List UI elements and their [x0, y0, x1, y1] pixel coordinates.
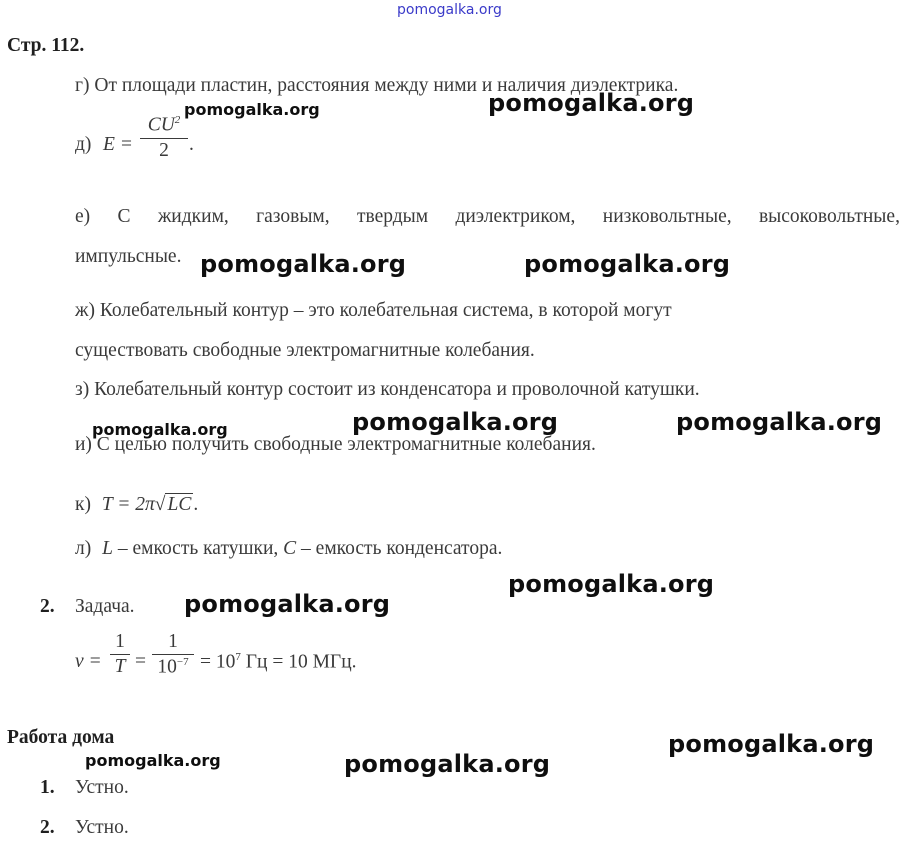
watermark: pomogalka.org — [488, 89, 695, 117]
fraction-bar — [110, 654, 130, 655]
sqrt-icon: √ LC — [154, 494, 192, 515]
item-e-word: газовым, — [256, 206, 330, 227]
home-item-text: Устно. — [75, 777, 129, 798]
task2-label: Задача. — [75, 596, 135, 617]
item-d-den: 2 — [159, 139, 169, 161]
item-e-word: высоковольтные, — [758, 206, 900, 227]
item-l-text1: – емкость катушки, — [112, 538, 284, 559]
item-l-C: C — [283, 538, 297, 559]
task2-f1-num: 1 — [115, 631, 125, 652]
task2-f2-exp: −7 — [176, 656, 189, 668]
task2-eq: = — [135, 651, 146, 672]
task2-f2-num: 1 — [168, 631, 178, 652]
watermark: pomogalka.org — [184, 100, 320, 119]
item-l-prefix: л) — [75, 538, 92, 559]
home-heading: Работа дома — [7, 727, 115, 748]
item-e-word: твердым — [356, 206, 429, 227]
home-item-number: 2. — [40, 817, 55, 838]
item-l — [75, 538, 502, 560]
item-zh-line1: ж) Колебательный контур – это колебательная система, в которой могут — [75, 300, 672, 321]
item-e-word: диэлектриком, — [455, 206, 576, 227]
item-k-prefix: к) — [75, 494, 91, 515]
item-e-word: жидким, — [157, 206, 229, 227]
item-k-formula: T = 2π — [101, 494, 155, 515]
item-k-root: LC — [167, 494, 192, 515]
home-item-text: Устно. — [75, 817, 129, 838]
item-z: з) Колебательный контур состоит из конденсатора и проволочной катушки. — [75, 379, 700, 400]
watermark: pomogalka.org — [92, 420, 228, 439]
watermark-top: pomogalka.org — [397, 2, 502, 18]
item-l-text2: – емкость конденсатора. — [296, 538, 503, 559]
item-d-num: CU — [147, 114, 175, 136]
page-heading: Стр. 112. — [7, 35, 85, 56]
watermark: pomogalka.org — [184, 590, 391, 618]
watermark: pomogalka.org — [200, 250, 407, 278]
watermark: pomogalka.org — [508, 570, 715, 598]
item-e-word: С — [117, 206, 131, 227]
task2-f1-den: T — [114, 656, 126, 677]
task2-fraction-1 — [110, 631, 130, 678]
item-e-word: е) — [75, 206, 91, 227]
home-item-number: 1. — [40, 777, 55, 798]
task2-rest-b: Гц = 10 МГц. — [240, 651, 357, 673]
watermark: pomogalka.org — [676, 408, 883, 436]
task2-number: 2. — [40, 596, 55, 617]
item-e-word: низковольтные, — [602, 206, 732, 227]
watermark: pomogalka.org — [668, 730, 875, 758]
item-g: г) От площади пластин, расстояния между ними и наличия диэлектрика. — [75, 75, 679, 96]
task2-rest-exp: 7 — [235, 651, 241, 663]
task2-nu: ν = — [75, 651, 102, 672]
item-zh-line2: существовать свободные электромагнитные колебания. — [75, 340, 535, 361]
task2-rest-a: = 10 — [200, 651, 236, 673]
watermark: pomogalka.org — [524, 250, 731, 278]
item-d-lhs: E = — [103, 134, 133, 155]
item-d-prefix: д) — [75, 134, 92, 155]
item-l-L: L — [102, 538, 113, 559]
item-e-line2: импульсные. — [75, 246, 182, 267]
item-k-end: . — [193, 494, 199, 515]
item-d-fraction — [140, 114, 188, 162]
task2-result — [200, 651, 357, 674]
fraction-bar — [140, 138, 188, 139]
item-d-num-exp: 2 — [174, 114, 181, 126]
watermark: pomogalka.org — [344, 750, 551, 778]
watermark: pomogalka.org — [85, 751, 221, 770]
item-k — [75, 494, 198, 516]
task2-f2-den: 10 — [157, 656, 177, 678]
item-d-end: . — [189, 134, 194, 155]
item-e-line1 — [75, 206, 900, 228]
item-i: и) С целью получить свободные электромагнитные колебания. — [75, 434, 596, 455]
watermark: pomogalka.org — [352, 408, 559, 436]
task2-fraction-2 — [152, 631, 194, 679]
fraction-bar — [152, 654, 194, 655]
